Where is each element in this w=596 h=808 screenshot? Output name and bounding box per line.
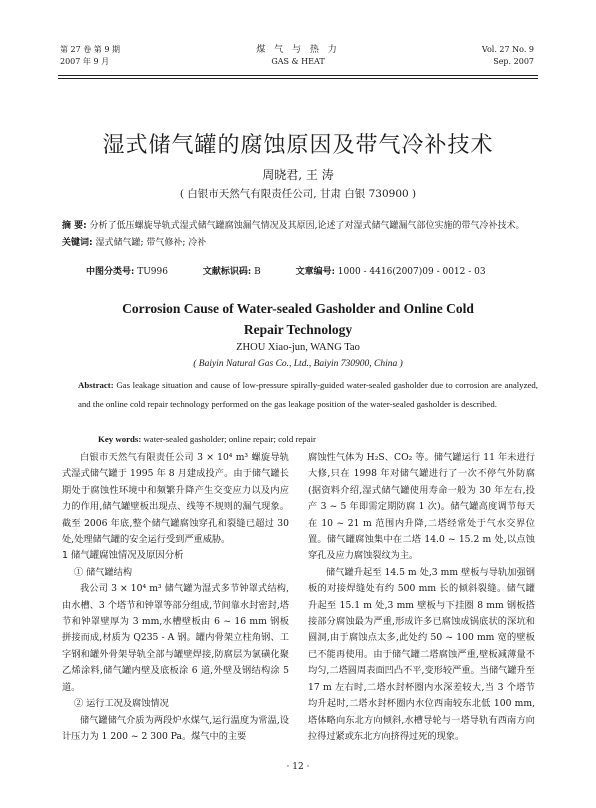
body-paragraph: 白银市天然气有限责任公司 3 × 10⁴ m³ 螺旋导轨式湿式储气罐于 1995 年 8 月建成投产。由于储气罐长期处于腐蚀性环境中和频繁升降产生交变应力以及内应力的作用,储气罐壁板出现点、线等不规则的漏气现象。截至 2006 年底,整个储气罐腐蚀穿孔和裂缝已超过 30 处,处理储气罐的安全运行受到严重威胁。: [62, 452, 289, 546]
authors-en: ZHOU Xiao-jun, WANG Tao: [236, 342, 360, 353]
journal-name-cn: 煤 气 与 热 力: [256, 45, 340, 55]
affiliation-en: ( Baiyin Natural Gas Co., Ltd., Baiyin 730900, China ): [193, 359, 403, 369]
running-header: [0, 44, 596, 70]
section-heading: 1 储气罐腐蚀情况及原因分析: [62, 550, 184, 562]
body-paragraph: 储气罐升起至 14.5 m 处,3 mm 壁板与导轨加强钢板的对接焊缝处有约 500 mm 长的倾斜裂缝。储气罐升起至 15.1 m 处,3 mm 壁板与下挂圈 8 mm 钢板搭接部分腐蚀最为严重,形成许多已腐蚀成锅底状的深坑和圆洞,由于腐蚀点太多,此处约 50 ~ 100 mm 宽的壁板已不能再使用。由于储气罐二塔腐蚀严重,壁板减薄量不均匀,二塔圆周表面凹凸不平,变形较严重。当储气罐升至 17 m 左右时,二塔水封杯圈内水深差较大,当 3 个塔节均升起时,二塔水封杯圈内水位西南较东北低 100 mm,塔体略向东北方向倾斜,水槽导轮与一塔导轨有西南方向拉得过紧或东北方向挤得过死的现象。: [308, 566, 535, 742]
body-column-left: [62, 450, 289, 745]
clc-label: 中图分类号:: [86, 267, 135, 277]
clc-value: TU996: [137, 267, 168, 277]
body-column-right: [308, 450, 535, 745]
journal-volume-en: Vol. 27 No. 9: [481, 45, 534, 54]
subsection-heading: ② 运行工况及腐蚀情况: [74, 698, 169, 710]
keywords-en: [98, 434, 316, 444]
subsection-heading: ① 储气罐结构: [74, 566, 133, 578]
abstract-en: [78, 376, 538, 413]
keywords-cn-label: 关键词:: [62, 238, 93, 248]
article-number-label: 文章编号:: [295, 267, 335, 277]
authors-cn: 周晓君, 王 涛: [262, 168, 334, 182]
header-rule-thick: [58, 75, 538, 76]
abstract-cn-text: 分析了低压螺旋导轨式湿式储气罐腐蚀漏气情况及其原因,论述了对湿式储气罐漏气部位实施的带气冷补技术。: [89, 221, 525, 231]
header-rule-thin: [58, 78, 538, 79]
journal-name-en: GAS & HEAT: [271, 57, 325, 66]
journal-volume: 第 27 卷 第 9 期: [60, 45, 120, 54]
article-title-en: [0, 298, 596, 340]
article-number-value: 1000 - 4416(2007)09 - 0012 - 03: [337, 267, 486, 277]
doc-code-label: 文献标识码:: [202, 267, 252, 277]
doc-code-value: B: [254, 267, 261, 277]
abstract-cn-label: 摘 要:: [62, 221, 87, 231]
keywords-cn-text: 湿式储气罐; 带气修补; 冷补: [95, 238, 207, 248]
body-paragraph: 储气罐储气介质为两段炉水煤气,运行温度为常温,设计压力为 1 200 ~ 2 300 Pa。煤气中的主要: [62, 714, 289, 742]
abstract-en-label: Abstract:: [78, 380, 114, 390]
title-en-line1: Corrosion Cause of Water-sealed Gasholder and Online Cold: [122, 301, 474, 316]
journal-date-en: Sep. 2007: [493, 57, 534, 66]
keywords-en-text: water-sealed gasholder; online repair; cold repair: [143, 434, 316, 444]
body-paragraph: 腐蚀性气体为 H₂S、CO₂ 等。储气罐运行 11 年未进行大修,只在 1998 年对储气罐进行了一次不停气外防腐(据资料介绍,湿式储气罐使用寿命一般为 30 年左右,投产 3 ~ 5 年即需定期防腐 1 次)。储气罐高度调节每天在 10 ~ 21 m 范围内升降,二塔经常处于气水交界位置。储气罐腐蚀集中在二塔 14.0 ~ 15.2 m 处,以点蚀穿孔及应力腐蚀裂纹为主。: [308, 452, 535, 562]
title-en-line2: Repair Technology: [243, 322, 353, 337]
journal-date-cn: 2007 年 9 月: [60, 57, 110, 66]
abstract-en-text: Gas leakage situation and cause of low-pressure spirally-guided water-sealed gasholder due to corrosion are analyzed, and the online cold repair technology performed on the gas leakage position of the water-sealed gasholder is described.: [78, 380, 538, 409]
keywords-en-label: Key words:: [98, 434, 142, 444]
page-number: · 12 ·: [286, 762, 310, 772]
header-right: [482, 44, 534, 68]
classification-row: [86, 264, 546, 277]
abstract-cn: [62, 218, 540, 252]
article-title-cn: 湿式储气罐的腐蚀原因及带气冷补技术: [102, 133, 494, 158]
body-paragraph: 我公司 3 × 10⁴ m³ 储气罐为湿式多节钟罩式结构,由水槽、3 个塔节和钟罩等部分组成,节间靠水封密封,塔节和钟罩壁厚为 3 mm,水槽壁板由 6 ~ 16 mm 钢板拼接而成,材质为 Q235 - A 钢。罐内骨架立柱角钢、工字钢和罐外骨架导轨全部与罐壁焊接,防腐层为氯磺化聚乙烯涂料,储气罐内壁及底板涂 6 道,外壁及钢结构涂 5 道。: [62, 583, 289, 693]
affiliation-cn: ( 白银市天然气有限责任公司, 甘肃 白银 730900 ): [179, 188, 417, 200]
